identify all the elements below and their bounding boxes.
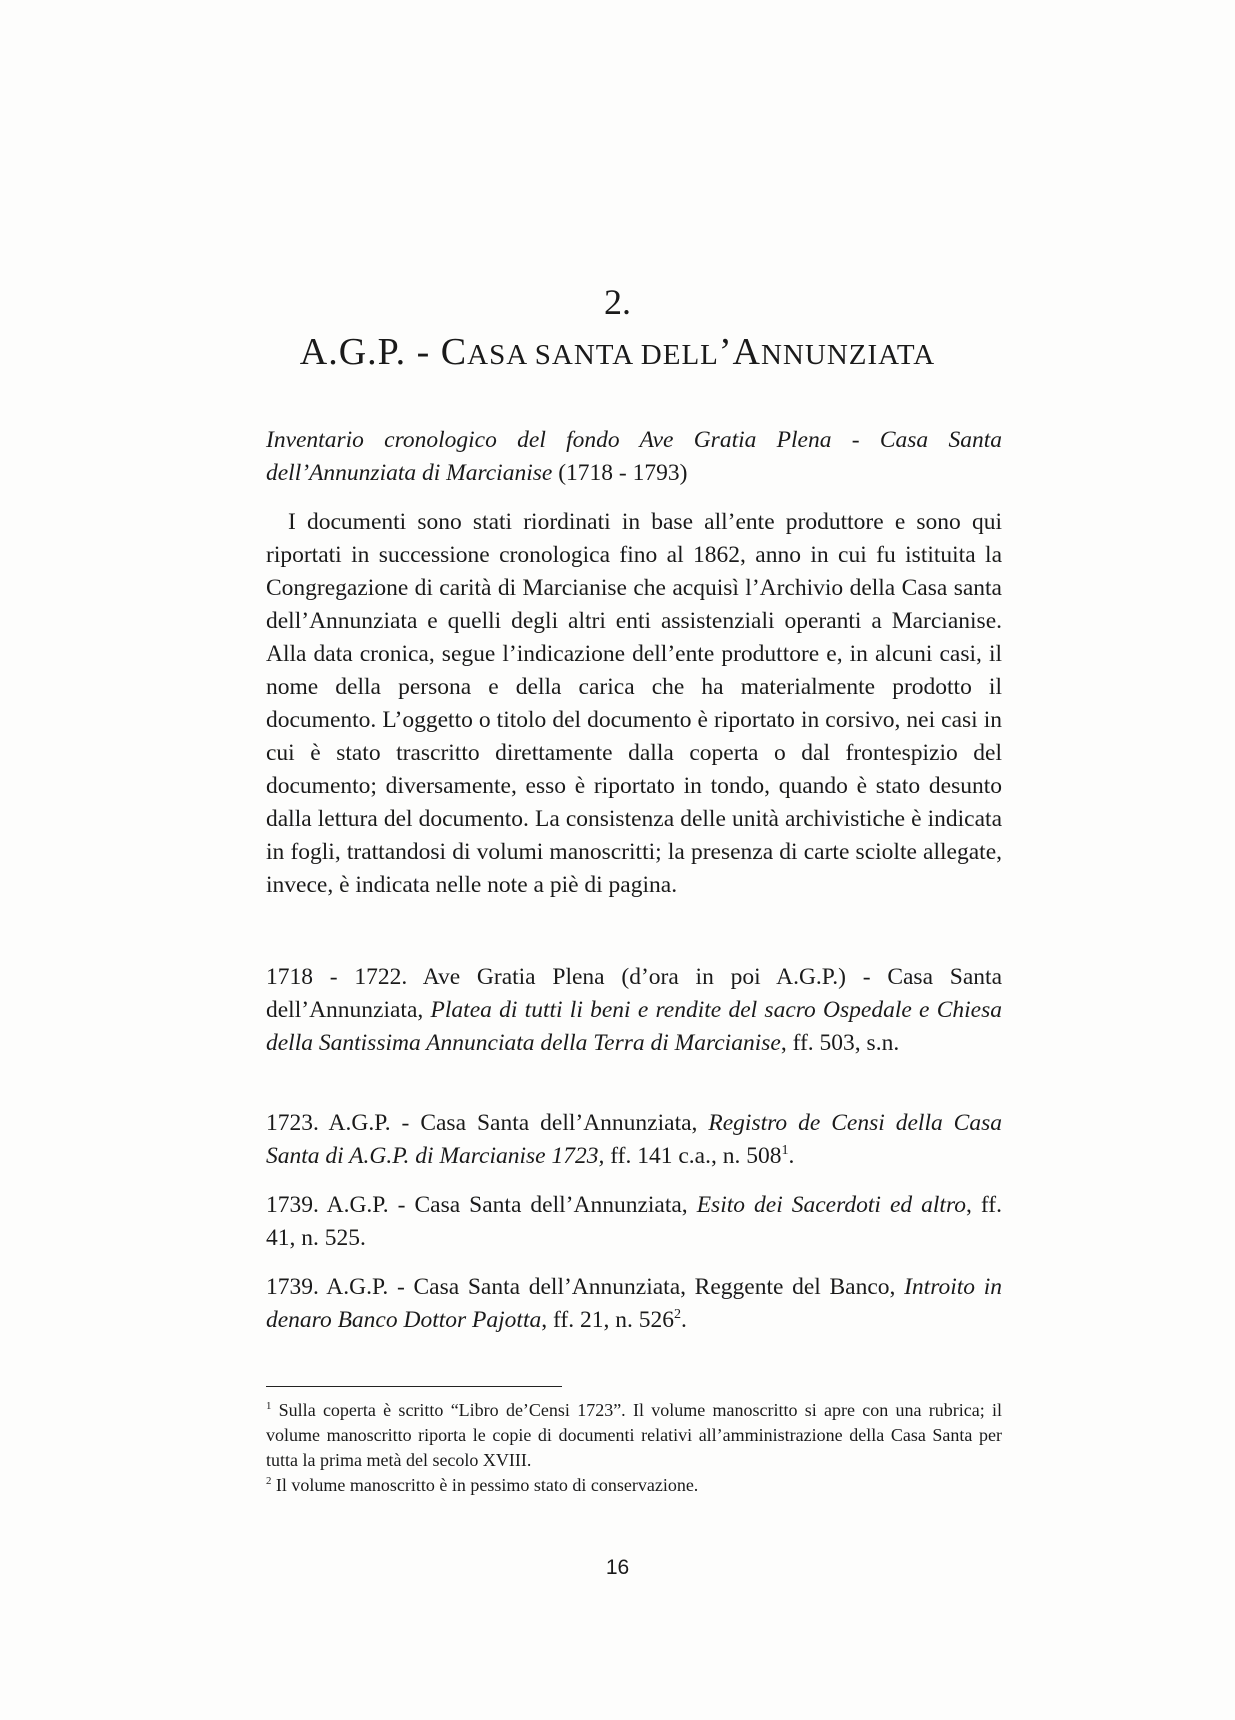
footnote-1 (266, 1398, 1002, 1473)
footnotes (266, 1398, 1002, 1498)
title-prefix: A.G.P. - (299, 331, 441, 373)
entry-lead: 1723. A.G.P. - Casa Santa dell’Annunziata, (266, 1110, 709, 1136)
footnote-separator (266, 1386, 562, 1387)
title-cap-a: A (732, 331, 761, 373)
entry-tail: ff. 141 c.a., n. 508 (604, 1143, 782, 1169)
footnote-text: Sulla coperta è scritto “Libro de’Censi 1723”. Il volume manoscritto si apre con una rubrica; il volume manoscritto riporta le copie di documenti relativi all’amministrazione della Casa Santa per tutta la prima metà del secolo XVIII. (266, 1400, 1002, 1470)
entry-title: Introito in denaro Banco Dottor Pajotta (266, 1274, 1003, 1333)
entry-title: Esito dei Sacerdoti ed altro (696, 1192, 966, 1218)
entry-tail: , ff. 21, n. 526 (541, 1307, 674, 1333)
chapter-number: 2. (604, 282, 631, 322)
entry-tail: , ff. 41, n. 525. (266, 1192, 1002, 1251)
entry-lead: 1739. A.G.P. - Casa Santa dell’Annunziata, Reggente del Banco, (266, 1274, 905, 1300)
intro-paragraph (266, 506, 1002, 902)
chapter-title (0, 330, 1235, 377)
footnote-mark: 2 (266, 1475, 272, 1487)
inventory-entry-4 (266, 1271, 1002, 1337)
inventory-entry-3 (266, 1189, 1002, 1255)
footnote-ref[interactable]: 1 (781, 1142, 789, 1159)
inventory-subtitle-text: Inventario cronologico del fondo Ave Gratia Plena - Casa Santa dell’Annunziata di Marcianise (266, 427, 1002, 486)
entry-end: . (788, 1143, 795, 1169)
title-small-caps-1: ASA SANTA DELL (467, 339, 719, 371)
entry-title: Platea di tutti li beni e rendite del sacro Ospedale e Chiesa della Santissima Annunciata della Terra di Marcianise (266, 997, 1003, 1056)
footnote-text: Il volume manoscritto è in pessimo stato di conservazione. (271, 1475, 699, 1495)
entry-lead: 1718 - 1722. Ave Gratia Plena (d’ora in poi A.G.P.) - Casa Santa dell’Annunziata, (266, 964, 1002, 1023)
title-apostrophe: ’ (718, 331, 733, 373)
entry-lead: 1739. A.G.P. - Casa Santa dell’Annunziata, (266, 1192, 697, 1218)
entry-end: . (681, 1307, 687, 1333)
entry-title: Registro de Censi della Casa Santa di A.G.P. di Marcianise 1723, (266, 1110, 1003, 1169)
title-small-caps-2: NNUNZIATA (760, 339, 936, 371)
inventory-dates: (1718 - 1793) (552, 460, 688, 486)
inventory-subtitle (266, 424, 1002, 490)
intro-paragraph-text: I documenti sono stati riordinati in base all’ente produttore e sono qui riportati in successione cronologica fino al 1862, anno in cui fu istituita la Congregazione di carità di Marcianise che acquisì l’Archivio della Casa santa dell’Annunziata e quelli degli altri enti assistenziali operanti a Marcianise. Alla data cronica, segue l’indicazione dell’ente produttore e, in alcuni casi, il nome della persona e della carica che ha materialmente prodotto il documento. L’oggetto o titolo del documento è riportato in corsivo, nei casi in cui è stato trascritto direttamente dalla coperta o dal frontespizio del documento; diversamente, esso è riportato in tondo, quando è stato desunto dalla lettura del documento. La consistenza delle unità archivistiche è indicata in fogli, trattandosi di volumi manoscritti; la presenza di carte sciolte allegate, invece, è indicata nelle note a piè di pagina. (266, 509, 1002, 898)
inventory-entry-1 (266, 961, 1002, 1060)
page-number: 16 (605, 1556, 630, 1579)
inventory-entry-2 (266, 1107, 1002, 1173)
title-cap-c: C (440, 331, 468, 373)
footnote-mark: 1 (266, 1400, 272, 1412)
footnote-2 (266, 1473, 1002, 1498)
entry-tail: , ff. 503, s.n. (780, 1030, 900, 1056)
footnote-ref[interactable]: 2 (673, 1306, 682, 1323)
